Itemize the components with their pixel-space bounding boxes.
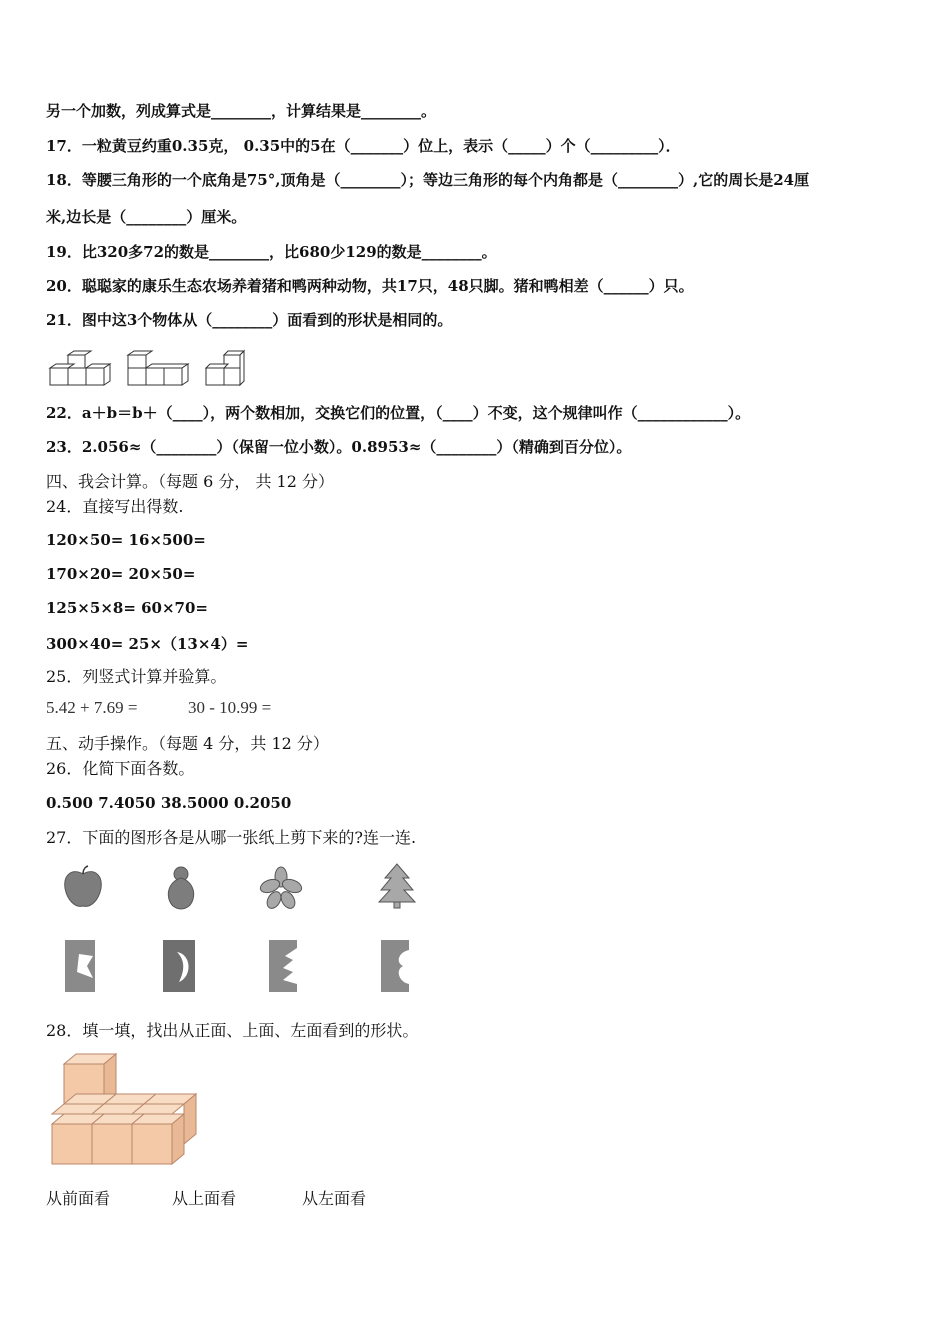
q25: 25．列竖式计算并验算。: [46, 667, 227, 686]
calc-line-1: 120×50= 16×500=: [46, 531, 206, 549]
view-front-label: 从前面看: [46, 1189, 111, 1208]
q20: 20．聪聪家的康乐生态农场养着猪和鸭两种动物，共17只，48只脚。猪和鸭相差（______）只。: [46, 277, 694, 295]
section-5-title: 五、动手操作。（每题 4 分，共 12 分）: [46, 734, 329, 753]
q27-paper-sheets: [55, 938, 435, 996]
gourd-shape: [168, 867, 193, 909]
section-4-title: 四、我会计算。（每题 6 分， 共 12 分）: [46, 472, 334, 491]
q28-cube-arrangement: [46, 1052, 216, 1170]
calc-line-4: 300×40= 25×（13×4）=: [46, 635, 249, 653]
q26-numbers: 0.500 7.4050 38.5000 0.2050: [46, 794, 292, 812]
object-1: [50, 351, 110, 385]
q25-expression-2: 30 - 10.99 =: [188, 698, 272, 717]
q27-cut-shapes: [55, 862, 435, 914]
q19: 19．比320多72的数是________，比680少129的数是________。: [46, 243, 497, 261]
q22: 22．a＋b＝b＋（____），两个数相加，交换它们的位置，（____）不变，这个规律叫作（____________）。: [46, 404, 751, 422]
q21: 21．图中这3个物体从（________）面看到的形状是相同的。: [46, 311, 453, 329]
q24: 24．直接写出得数.: [46, 497, 184, 516]
q28: 28．填一填，找出从正面、上面、左面看到的形状。: [46, 1021, 419, 1040]
sheet-1: [65, 940, 95, 992]
object-3: [206, 351, 244, 385]
q27: 27．下面的图形各是从哪一张纸上剪下来的?连一连.: [46, 828, 417, 847]
q16-tail: 另一个加数，列成算式是________，计算结果是________。: [46, 102, 437, 120]
q21-cube-objects: [46, 348, 256, 390]
q26: 26．化简下面各数。: [46, 759, 195, 778]
q18-line-b: 米,边长是（________）厘米。: [46, 208, 247, 226]
apple-shape: [65, 866, 102, 906]
tree-shape: [379, 864, 415, 908]
sheet-3: [269, 940, 297, 992]
sheet-2: [163, 940, 195, 992]
view-top-label: 从上面看: [172, 1189, 237, 1208]
calc-line-2: 170×20= 20×50=: [46, 565, 196, 583]
sheet-4: [381, 940, 409, 992]
q17: 17．一粒黄豆约重0.35克， 0.35中的5在（_______）位上，表示（_____）个（_________）．: [46, 137, 681, 155]
q23: 23．2.056≈（________）（保留一位小数）。0.8953≈（________）（精确到百分位）。: [46, 438, 632, 456]
q18-line-a: 18．等腰三角形的一个底角是75°,顶角是（________）；等边三角形的每个内角都是（________）,它的周长是24厘: [46, 171, 810, 189]
flower-shape: [259, 867, 304, 911]
calc-line-3: 125×5×8= 60×70=: [46, 599, 208, 617]
q25-expression-1: 5.42 + 7.69 =: [46, 698, 138, 717]
view-left-label: 从左面看: [302, 1189, 367, 1208]
object-2: [128, 351, 188, 385]
